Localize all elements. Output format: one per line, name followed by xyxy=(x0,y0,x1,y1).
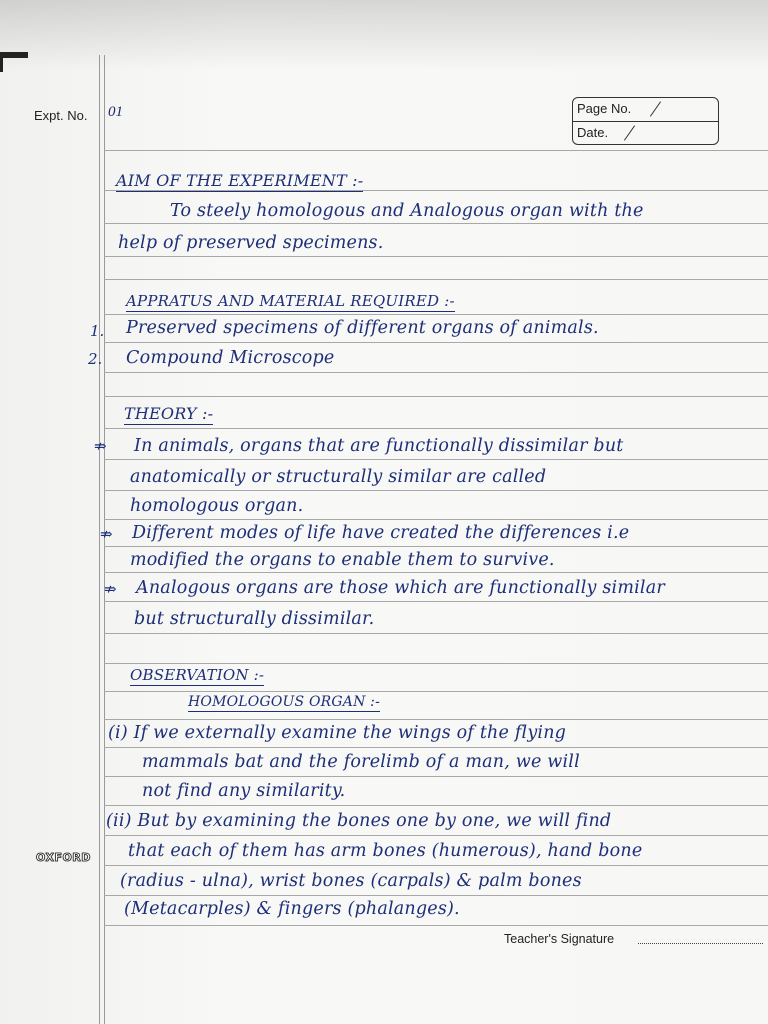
observation-heading: OBSERVATION :- xyxy=(130,666,265,684)
oxford-logo: OXFORD xyxy=(36,851,91,864)
date-row xyxy=(573,121,718,145)
expt-no-label: Expt. No. xyxy=(34,108,88,123)
observation-line: not find any similarity. xyxy=(142,781,346,801)
ruled-line xyxy=(104,223,768,224)
ruled-line xyxy=(104,895,768,896)
theory-line: homologous organ. xyxy=(130,496,304,516)
aim-line: help of preserved specimens. xyxy=(118,233,384,253)
aim-line: To steely homologous and Analogous organ with the xyxy=(170,201,644,221)
observation-line: (ii) But by examining the bones one by one, we will find xyxy=(106,811,612,831)
ruled-line xyxy=(104,805,768,806)
expt-no-value: 01 xyxy=(108,104,123,120)
date-slash xyxy=(624,125,635,140)
ruled-line xyxy=(104,279,768,280)
theory-line: Different modes of life have created the differences i.e xyxy=(132,523,630,543)
ruled-line xyxy=(104,150,768,151)
ruled-line xyxy=(104,256,768,257)
ruled-line xyxy=(104,396,768,397)
date-label: Date. xyxy=(577,125,609,140)
ruled-line xyxy=(104,572,768,573)
theory-line: modified the organs to enable them to survive. xyxy=(130,550,555,570)
teacher-signature-label: Teacher's Signature xyxy=(504,932,615,946)
theory-heading: THEORY :- xyxy=(124,404,214,423)
ruled-line xyxy=(104,719,768,720)
ruled-line xyxy=(104,633,768,634)
observation-line: mammals bat and the forelimb of a man, we will xyxy=(142,752,580,772)
observation-line: that each of them has arm bones (humerous), hand bone xyxy=(128,841,643,861)
corner-mark xyxy=(0,52,28,58)
observation-line: (Metacarples) & fingers (phalanges). xyxy=(124,899,460,919)
ruled-line xyxy=(104,747,768,748)
theory-line: anatomically or structurally similar are called xyxy=(130,467,547,487)
ruled-line xyxy=(104,342,768,343)
page-no-label: Page No. xyxy=(577,101,632,116)
ruled-line xyxy=(104,776,768,777)
observation-line: (radius - ulna), wrist bones (carpals) & palm bones xyxy=(120,871,582,891)
ruled-line xyxy=(104,601,768,602)
ruled-line xyxy=(104,663,768,664)
ruled-line xyxy=(104,865,768,866)
aim-heading: AIM OF THE EXPERIMENT :- xyxy=(116,171,364,190)
theory-line: but structurally dissimilar. xyxy=(134,609,375,629)
observation-line: (i) If we externally examine the wings of the flying xyxy=(108,723,567,743)
list-number: 1. xyxy=(90,322,105,340)
ruled-line xyxy=(104,314,768,315)
ruled-line xyxy=(104,459,768,460)
theory-line: Analogous organs are those which are functionally similar xyxy=(136,578,665,598)
corner-tick xyxy=(0,52,3,72)
ruled-line xyxy=(104,546,768,547)
teacher-signature-line xyxy=(638,943,763,944)
ruled-line xyxy=(104,490,768,491)
page-date-box xyxy=(572,97,719,145)
apparatus-heading: APPRATUS AND MATERIAL REQUIRED :- xyxy=(126,292,455,310)
apparatus-item: Preserved specimens of different organs of animals. xyxy=(126,318,599,338)
page-no-slash xyxy=(650,101,661,116)
theory-line: In animals, organs that are functionally dissimilar but xyxy=(134,436,624,456)
ruled-line xyxy=(104,428,768,429)
bullet-arrow-icon: ⇏ xyxy=(100,525,113,543)
bullet-arrow-icon: ⇏ xyxy=(94,437,107,455)
ruled-line xyxy=(104,691,768,692)
ruled-line xyxy=(104,835,768,836)
page-edge-shadow xyxy=(0,0,768,70)
bullet-arrow-icon: ⇏ xyxy=(104,580,117,598)
page-no-row xyxy=(573,98,718,121)
ruled-line xyxy=(104,925,768,926)
ruled-line xyxy=(104,519,768,520)
observation-subheading: HOMOLOGOUS ORGAN :- xyxy=(188,694,381,710)
ruled-line xyxy=(104,372,768,373)
apparatus-item: Compound Microscope xyxy=(126,348,335,368)
list-number: 2. xyxy=(88,350,103,368)
